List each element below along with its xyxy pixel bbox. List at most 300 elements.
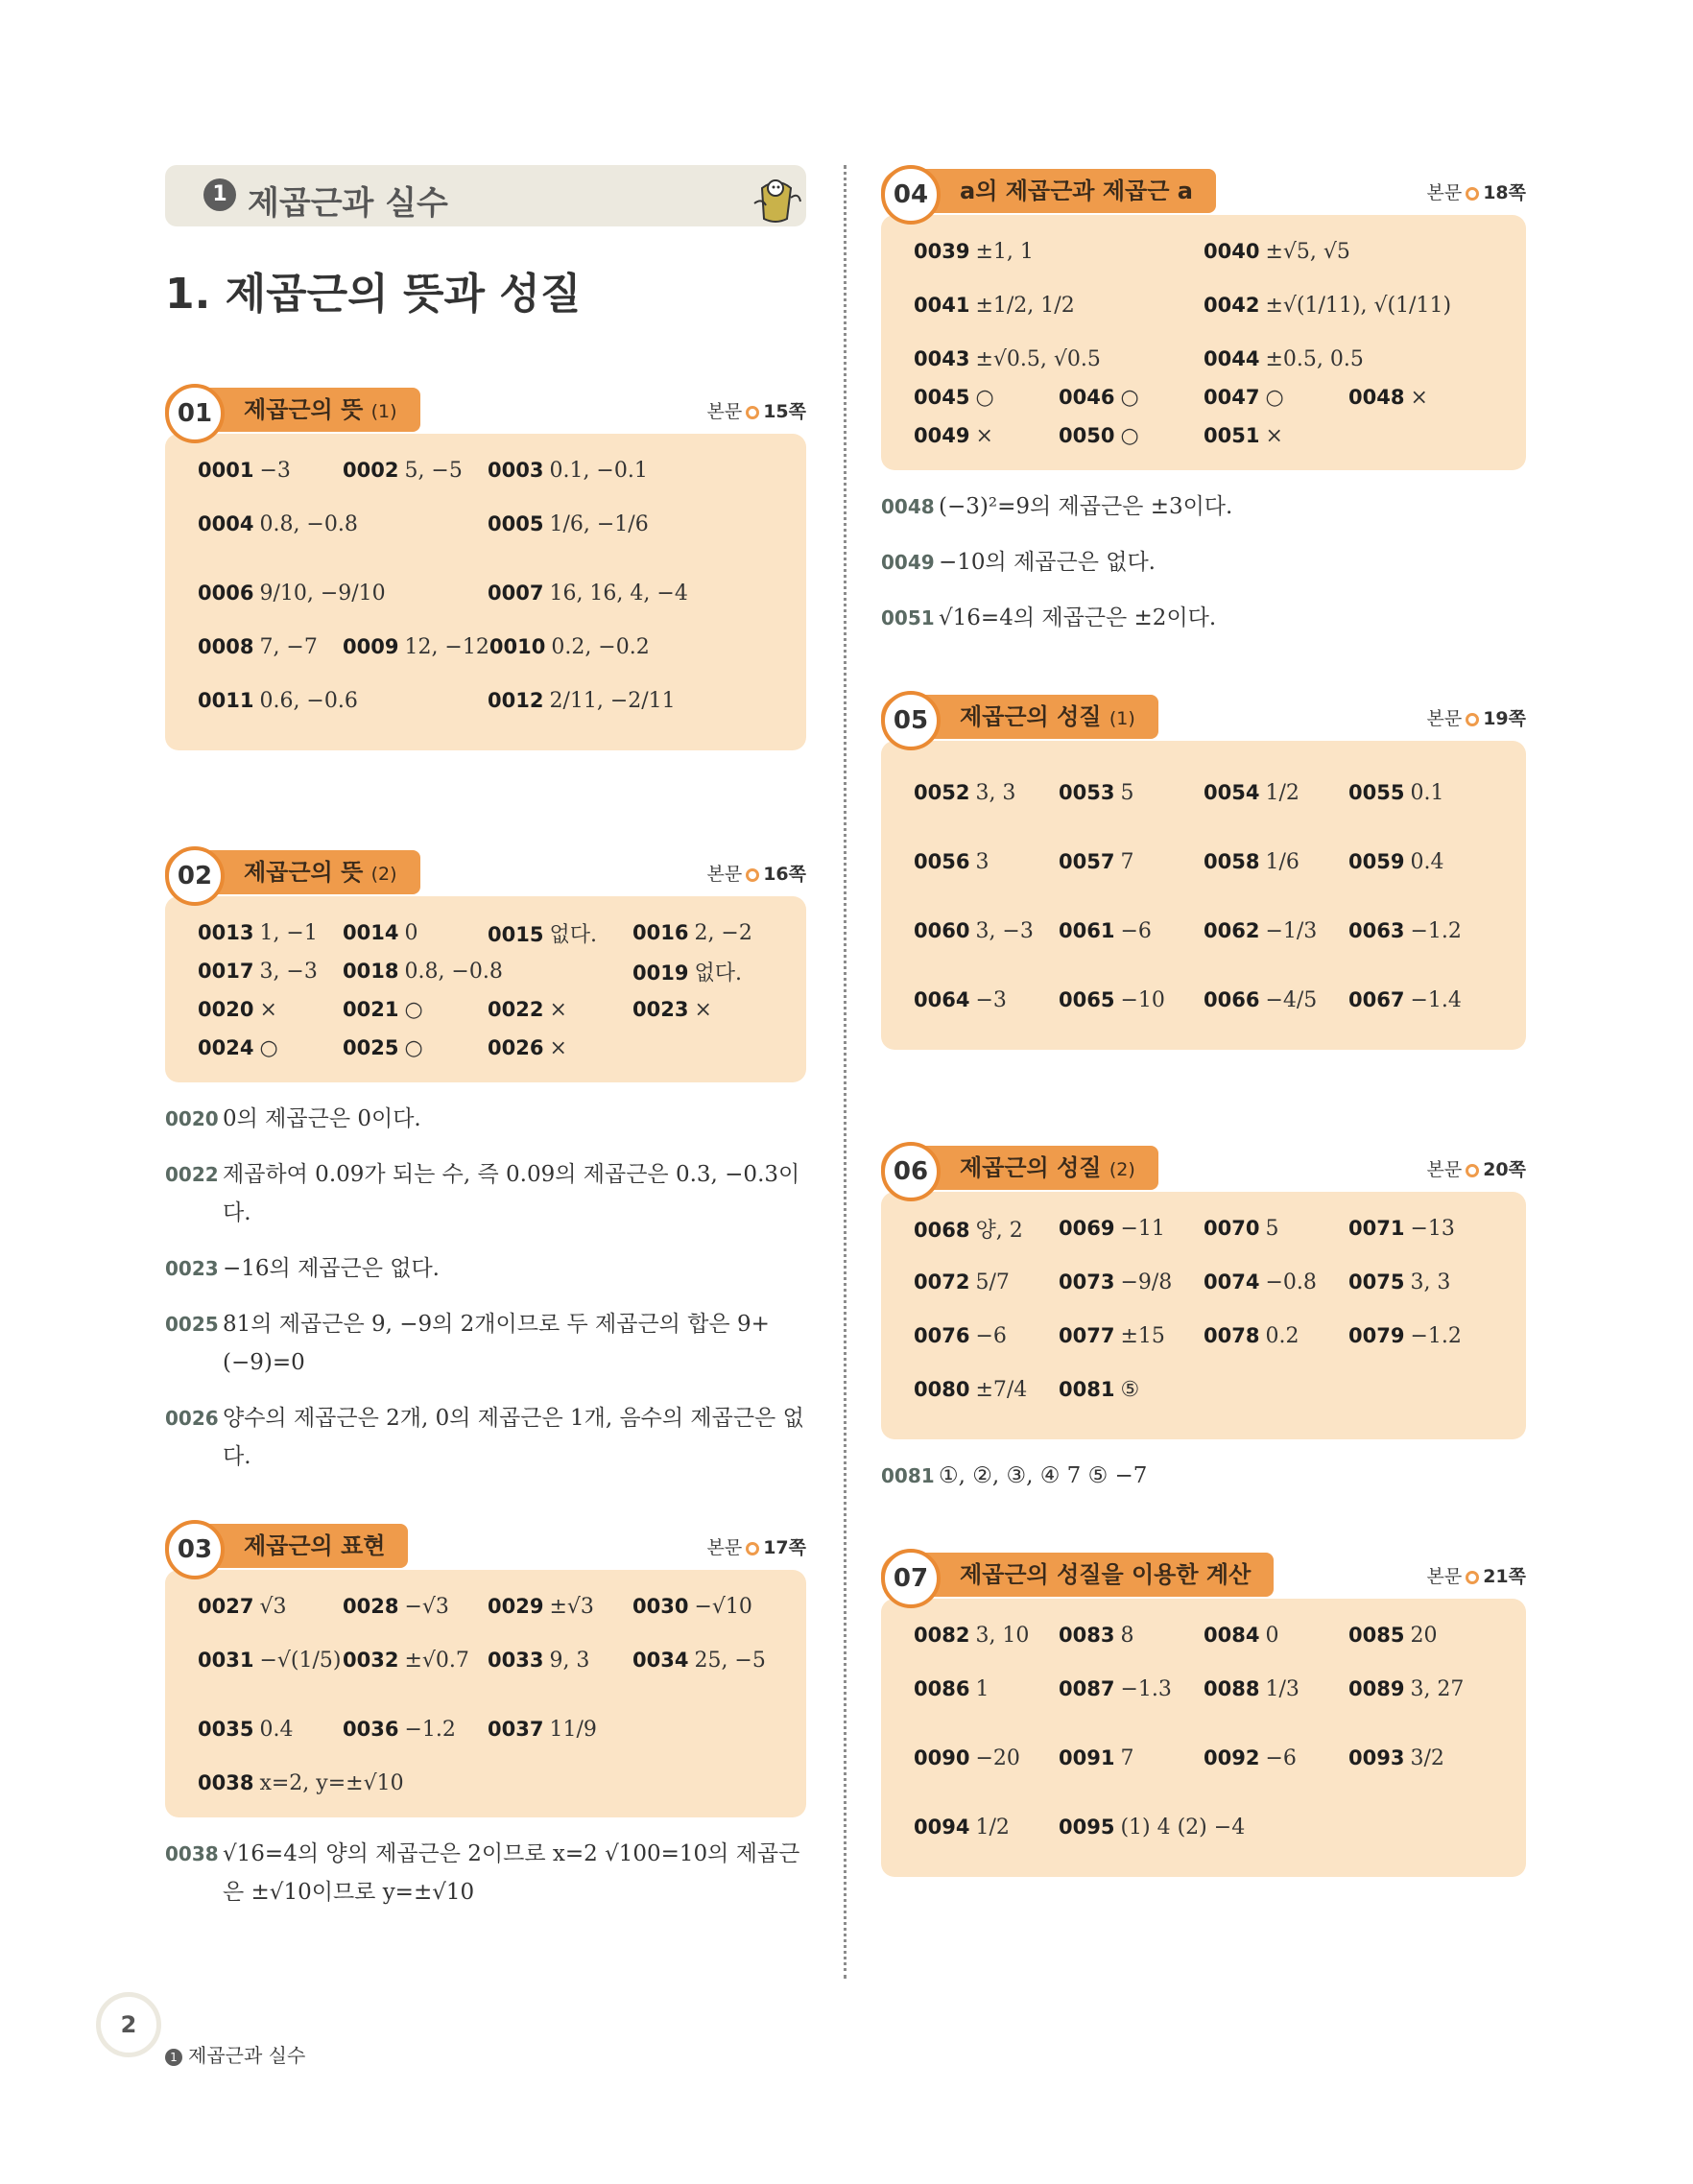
question-number: 0060 bbox=[914, 918, 970, 942]
answer-value: −4/5 bbox=[1265, 987, 1318, 1012]
question-number: 0086 bbox=[914, 1676, 970, 1700]
answer-item bbox=[488, 459, 777, 483]
answer-item bbox=[343, 1036, 488, 1060]
answer-value: 2, −2 bbox=[694, 920, 752, 945]
answer-item bbox=[914, 347, 1204, 371]
note-text: ①, ②, ③, ④ 7 ⑤ −7 bbox=[939, 1463, 1148, 1488]
question-number: 0042 bbox=[1204, 293, 1260, 317]
question-number: 0083 bbox=[1059, 1623, 1115, 1647]
answer-value: ⑤ bbox=[1120, 1377, 1140, 1402]
answer-item bbox=[1059, 1816, 1245, 1840]
question-number: 0035 bbox=[198, 1717, 254, 1741]
note-row bbox=[881, 543, 1526, 582]
answer-item bbox=[914, 240, 1204, 264]
card-body bbox=[881, 1599, 1526, 1877]
answer-value: ±7/4 bbox=[975, 1377, 1028, 1402]
question-number: 0013 bbox=[198, 920, 254, 944]
note-row bbox=[165, 1305, 806, 1382]
answer-item bbox=[1204, 240, 1493, 264]
card-badge: 01 bbox=[165, 384, 225, 443]
answer-value: 5 bbox=[1265, 1216, 1279, 1241]
answer-value: 5, −5 bbox=[404, 458, 463, 483]
answer-item bbox=[198, 1036, 343, 1060]
answer-row bbox=[198, 451, 789, 489]
question-number: 0095 bbox=[1059, 1815, 1115, 1839]
answer-row bbox=[914, 1247, 1509, 1317]
answer-row bbox=[914, 1723, 1509, 1792]
answer-value: × bbox=[1265, 423, 1283, 448]
answer-value: 0.1, −0.1 bbox=[549, 458, 648, 483]
answer-item bbox=[914, 1746, 1059, 1770]
question-number: 0024 bbox=[198, 1035, 254, 1059]
answer-value: 3, −3 bbox=[975, 918, 1034, 943]
question-number: 0028 bbox=[343, 1594, 399, 1618]
section-title: 1. 제곱근의 뜻과 성질 bbox=[165, 270, 582, 319]
card-header bbox=[881, 165, 1526, 223]
card-body bbox=[881, 741, 1526, 1050]
question-number: 0034 bbox=[632, 1648, 689, 1672]
answer-item bbox=[914, 988, 1059, 1012]
answer-item bbox=[1059, 1324, 1204, 1348]
reference-page: 20쪽 bbox=[1483, 1159, 1526, 1180]
question-number: 0040 bbox=[1204, 239, 1260, 263]
answer-row bbox=[198, 1587, 789, 1626]
answer-item bbox=[1204, 294, 1493, 318]
answer-item bbox=[1204, 1624, 1348, 1648]
question-number: 0017 bbox=[198, 959, 254, 983]
reference-dot-icon bbox=[1466, 713, 1479, 726]
answer-value: ±√(1/11), √(1/11) bbox=[1265, 293, 1452, 318]
answer-value: 1/6, −1/6 bbox=[549, 511, 649, 536]
answer-value: 7 bbox=[1120, 849, 1134, 874]
answer-row bbox=[914, 340, 1509, 378]
answer-value: 3, 10 bbox=[975, 1623, 1030, 1648]
answer-row bbox=[914, 378, 1509, 416]
question-number: 0008 bbox=[198, 634, 254, 658]
card-04 bbox=[881, 165, 1526, 470]
card-badge: 06 bbox=[881, 1142, 941, 1201]
answer-item bbox=[343, 459, 488, 483]
question-number: 0075 bbox=[1348, 1270, 1405, 1294]
answer-value: 0.1 bbox=[1410, 780, 1444, 805]
reference-label: 본문 bbox=[706, 864, 743, 885]
answer-value: 5 bbox=[1120, 780, 1134, 805]
question-number: 0079 bbox=[1348, 1323, 1405, 1347]
answer-item bbox=[1059, 1270, 1204, 1294]
answer-value: ±1, 1 bbox=[975, 239, 1034, 264]
answer-row bbox=[198, 558, 789, 628]
answer-item bbox=[1059, 850, 1204, 874]
question-number: 0031 bbox=[198, 1648, 254, 1672]
question-number: 0056 bbox=[914, 849, 970, 873]
card-title bbox=[244, 859, 397, 886]
card-badge: 02 bbox=[165, 846, 225, 906]
question-number: 0092 bbox=[1204, 1745, 1260, 1769]
answer-value: 0.8, −0.8 bbox=[404, 959, 503, 984]
answer-value: × bbox=[259, 997, 277, 1022]
answer-value: −11 bbox=[1120, 1216, 1165, 1241]
question-number: 0021 bbox=[343, 997, 399, 1021]
answer-row bbox=[198, 489, 789, 558]
answer-value: −√10 bbox=[694, 1594, 752, 1619]
answer-value: 3, 3 bbox=[975, 780, 1016, 805]
card-title-text: 제곱근의 뜻 bbox=[244, 859, 364, 886]
answer-item bbox=[1348, 386, 1493, 410]
question-number: 0089 bbox=[1348, 1676, 1405, 1700]
answer-value: 양, 2 bbox=[975, 1218, 1023, 1243]
page-reference bbox=[706, 860, 806, 886]
note-row bbox=[165, 1835, 806, 1911]
answer-value: −3 bbox=[259, 458, 291, 483]
answer-item bbox=[1204, 1746, 1348, 1770]
answer-item bbox=[488, 512, 777, 536]
answer-item bbox=[1059, 919, 1204, 943]
question-number: 0050 bbox=[1059, 423, 1115, 447]
note-text: 양수의 제곱근은 2개, 0의 제곱근은 1개, 음수의 제곱근은 없다. bbox=[223, 1406, 804, 1469]
answer-value: ○ bbox=[1120, 385, 1139, 410]
answer-value: (1) 4 (2) −4 bbox=[1120, 1815, 1246, 1840]
answer-item bbox=[1348, 1217, 1493, 1241]
answer-item bbox=[198, 1718, 343, 1742]
answer-item bbox=[1204, 988, 1348, 1012]
answer-value: × bbox=[549, 997, 567, 1022]
note-row bbox=[881, 1457, 1526, 1495]
answer-item bbox=[1204, 1270, 1348, 1294]
answer-value: −20 bbox=[975, 1745, 1020, 1770]
answer-value: −9/8 bbox=[1120, 1270, 1173, 1294]
answer-value: −10 bbox=[1120, 987, 1165, 1012]
answer-value: ±√0.7 bbox=[404, 1648, 469, 1673]
question-number: 0052 bbox=[914, 780, 970, 804]
answer-item bbox=[1348, 1746, 1493, 1770]
note-text: 81의 제곱근은 9, −9의 2개이므로 두 제곱근의 합은 9+(−9)=0 bbox=[223, 1312, 770, 1375]
answer-item bbox=[914, 386, 1059, 410]
card-title-text: 제곱근의 성질 bbox=[960, 1154, 1102, 1181]
note-text: √16=4의 양의 제곱근은 2이므로 x=2 √100=10의 제곱근은 ±√10이므로 y=±√10 bbox=[223, 1841, 800, 1905]
answer-value: 없다. bbox=[694, 961, 742, 985]
card-body bbox=[165, 1570, 806, 1817]
answer-item bbox=[198, 512, 488, 536]
answer-row bbox=[198, 666, 789, 735]
note-text: −16의 제곱근은 없다. bbox=[223, 1256, 440, 1281]
answer-item bbox=[914, 1270, 1059, 1294]
answer-value: × bbox=[694, 997, 712, 1022]
page-reference bbox=[706, 1533, 806, 1559]
answer-item bbox=[1204, 386, 1348, 410]
answer-item bbox=[914, 294, 1204, 318]
answer-value: −1.2 bbox=[1410, 918, 1462, 943]
question-number: 0039 bbox=[914, 239, 970, 263]
question-number: 0012 bbox=[488, 688, 544, 712]
answer-row bbox=[914, 271, 1509, 340]
card-01 bbox=[165, 384, 806, 750]
question-number: 0084 bbox=[1204, 1623, 1260, 1647]
answer-row bbox=[914, 232, 1509, 271]
note-number: 0026 bbox=[165, 1407, 219, 1430]
question-number: 0071 bbox=[1348, 1216, 1405, 1240]
answer-row bbox=[198, 1029, 789, 1067]
answer-item bbox=[1348, 1677, 1493, 1701]
reference-page: 17쪽 bbox=[763, 1537, 806, 1558]
question-number: 0081 bbox=[1059, 1377, 1115, 1401]
note-number: 0025 bbox=[165, 1313, 219, 1336]
answer-row bbox=[914, 1654, 1509, 1723]
answer-value: −6 bbox=[1120, 918, 1152, 943]
answer-row bbox=[914, 1317, 1509, 1355]
answer-value: 7 bbox=[1120, 1745, 1134, 1770]
answer-value: 0.8, −0.8 bbox=[259, 511, 358, 536]
answer-value: 1, −1 bbox=[259, 920, 318, 945]
answer-value: −1.4 bbox=[1410, 987, 1462, 1012]
answer-value: −3 bbox=[975, 987, 1007, 1012]
question-number: 0030 bbox=[632, 1594, 689, 1618]
answer-value: ○ bbox=[975, 385, 994, 410]
notes-02 bbox=[165, 1100, 806, 1476]
answer-item bbox=[1059, 988, 1204, 1012]
question-number: 0085 bbox=[1348, 1623, 1405, 1647]
question-number: 0068 bbox=[914, 1218, 970, 1242]
note-number: 0020 bbox=[165, 1107, 219, 1130]
answer-item bbox=[632, 998, 777, 1022]
question-number: 0019 bbox=[632, 961, 689, 985]
chapter-title: 제곱근과 실수 bbox=[248, 184, 448, 223]
answer-item bbox=[1059, 1677, 1204, 1701]
note-number: 0048 bbox=[881, 495, 935, 518]
answer-value: ○ bbox=[404, 997, 423, 1022]
answer-value: ±0.5, 0.5 bbox=[1265, 346, 1364, 371]
card-title-sub: (2) bbox=[370, 864, 397, 885]
question-number: 0080 bbox=[914, 1377, 970, 1401]
answer-value: 9, 3 bbox=[549, 1648, 590, 1673]
answer-item bbox=[914, 1324, 1059, 1348]
question-number: 0054 bbox=[1204, 780, 1260, 804]
answer-value: −√3 bbox=[404, 1594, 449, 1619]
answer-item bbox=[198, 921, 343, 945]
answer-row bbox=[198, 628, 789, 666]
question-number: 0051 bbox=[1204, 423, 1260, 447]
answer-row bbox=[198, 990, 789, 1029]
card-title-text: 제곱근의 성질을 이용한 계산 bbox=[960, 1561, 1252, 1588]
answer-item bbox=[488, 1718, 777, 1742]
card-title-text: 제곱근의 표현 bbox=[244, 1532, 386, 1559]
answer-item bbox=[198, 998, 343, 1022]
note-row bbox=[881, 599, 1526, 637]
question-number: 0007 bbox=[488, 581, 544, 605]
answer-item bbox=[488, 1036, 632, 1060]
answer-row bbox=[914, 1209, 1509, 1247]
answer-item bbox=[198, 635, 343, 659]
question-number: 0055 bbox=[1348, 780, 1405, 804]
answer-item bbox=[632, 1649, 777, 1673]
answer-value: 3, −3 bbox=[259, 959, 318, 984]
answer-value: 1/2 bbox=[1265, 780, 1300, 805]
question-number: 0009 bbox=[343, 634, 399, 658]
answer-item bbox=[1348, 988, 1493, 1012]
question-number: 0087 bbox=[1059, 1676, 1115, 1700]
answer-value: 0 bbox=[404, 920, 418, 945]
question-number: 0063 bbox=[1348, 918, 1405, 942]
answer-value: × bbox=[549, 1035, 567, 1060]
answer-value: −6 bbox=[1265, 1745, 1297, 1770]
answer-value: −1.2 bbox=[1410, 1323, 1462, 1348]
card-body bbox=[881, 215, 1526, 470]
question-number: 0036 bbox=[343, 1717, 399, 1741]
question-number: 0037 bbox=[488, 1717, 544, 1741]
answer-value: x=2, y=±√10 bbox=[259, 1770, 404, 1795]
note-text: −10의 제곱근은 없다. bbox=[939, 550, 1156, 575]
note-text: 0의 제곱근은 0이다. bbox=[223, 1106, 421, 1131]
answer-value: ±√3 bbox=[549, 1594, 594, 1619]
question-number: 0014 bbox=[343, 920, 399, 944]
answer-value: ±15 bbox=[1120, 1323, 1165, 1348]
question-number: 0001 bbox=[198, 458, 254, 482]
answer-value: 0.2, −0.2 bbox=[551, 634, 650, 659]
reference-page: 15쪽 bbox=[763, 401, 806, 422]
answer-item bbox=[343, 1649, 488, 1673]
answer-value: 1/6 bbox=[1265, 849, 1300, 874]
card-header bbox=[165, 846, 806, 904]
question-number: 0045 bbox=[914, 385, 970, 409]
answer-value: 2/11, −2/11 bbox=[549, 688, 676, 713]
answer-value: 3, 27 bbox=[1410, 1676, 1465, 1701]
answer-value: 3/2 bbox=[1410, 1745, 1444, 1770]
answer-item bbox=[914, 919, 1059, 943]
question-number: 0049 bbox=[914, 423, 970, 447]
page-reference bbox=[1426, 1562, 1526, 1588]
reference-label: 본문 bbox=[706, 401, 743, 422]
answer-value: 12, −12 bbox=[404, 634, 489, 659]
card-05 bbox=[881, 691, 1526, 1050]
card-03 bbox=[165, 1520, 806, 1817]
question-number: 0006 bbox=[198, 581, 254, 605]
card-title-sub: (1) bbox=[1109, 708, 1135, 729]
question-number: 0018 bbox=[343, 959, 399, 983]
answer-row bbox=[198, 1626, 789, 1695]
answer-item bbox=[914, 1677, 1059, 1701]
answer-value: 0.6, −0.6 bbox=[259, 688, 358, 713]
card-title bbox=[960, 1154, 1135, 1181]
page-reference bbox=[1426, 178, 1526, 204]
note-row bbox=[165, 1155, 806, 1232]
question-number: 0016 bbox=[632, 920, 689, 944]
answer-value: −13 bbox=[1410, 1216, 1455, 1241]
answer-item bbox=[343, 960, 632, 984]
question-number: 0066 bbox=[1204, 987, 1260, 1011]
question-number: 0027 bbox=[198, 1594, 254, 1618]
answer-item bbox=[1348, 1324, 1493, 1348]
question-number: 0064 bbox=[914, 987, 970, 1011]
answer-item bbox=[1204, 1677, 1348, 1701]
question-number: 0078 bbox=[1204, 1323, 1260, 1347]
footer-chapter-title: 제곱근과 실수 bbox=[188, 2044, 306, 2067]
answer-item bbox=[488, 689, 777, 713]
note-number: 0038 bbox=[165, 1842, 219, 1865]
card-title bbox=[960, 178, 1193, 204]
answer-item bbox=[1348, 1624, 1493, 1648]
note-text: (−3)²=9의 제곱근은 ±3이다. bbox=[939, 494, 1233, 519]
answer-value: 0.2 bbox=[1265, 1323, 1300, 1348]
card-body bbox=[165, 434, 806, 750]
note-row bbox=[165, 1399, 806, 1476]
answer-value: 5/7 bbox=[975, 1270, 1010, 1294]
answer-item bbox=[343, 921, 488, 945]
question-number: 0053 bbox=[1059, 780, 1115, 804]
question-number: 0047 bbox=[1204, 385, 1260, 409]
note-number: 0022 bbox=[165, 1163, 219, 1186]
card-06 bbox=[881, 1142, 1526, 1439]
answer-item bbox=[914, 424, 1059, 448]
answer-item bbox=[198, 1771, 777, 1795]
answer-item bbox=[1059, 781, 1204, 805]
question-number: 0002 bbox=[343, 458, 399, 482]
reference-label: 본문 bbox=[1426, 1159, 1463, 1180]
answer-value: 0 bbox=[1265, 1623, 1279, 1648]
answer-item bbox=[1059, 1217, 1204, 1241]
answer-value: ○ bbox=[1120, 423, 1139, 448]
reference-label: 본문 bbox=[1426, 708, 1463, 729]
question-number: 0072 bbox=[914, 1270, 970, 1294]
answer-item bbox=[1348, 850, 1493, 874]
question-number: 0046 bbox=[1059, 385, 1115, 409]
answer-item bbox=[488, 1595, 632, 1619]
answer-value: ±√0.5, √0.5 bbox=[975, 346, 1101, 371]
page-reference bbox=[1426, 1155, 1526, 1181]
question-number: 0038 bbox=[198, 1770, 254, 1794]
card-07 bbox=[881, 1549, 1526, 1877]
answer-row bbox=[914, 758, 1509, 827]
answer-row bbox=[198, 1695, 789, 1764]
answer-item bbox=[1059, 424, 1204, 448]
answer-row bbox=[198, 914, 789, 952]
answer-value: 0.4 bbox=[259, 1717, 294, 1742]
question-number: 0070 bbox=[1204, 1216, 1260, 1240]
card-badge: 03 bbox=[165, 1520, 225, 1579]
answer-item bbox=[343, 1595, 488, 1619]
answer-value: 20 bbox=[1410, 1623, 1438, 1648]
notes-04 bbox=[881, 487, 1526, 637]
note-row bbox=[881, 487, 1526, 526]
question-number: 0090 bbox=[914, 1745, 970, 1769]
answer-row bbox=[914, 416, 1509, 455]
question-number: 0022 bbox=[488, 997, 544, 1021]
card-title-text: a의 제곱근과 제곱근 a bbox=[960, 178, 1193, 204]
reference-dot-icon bbox=[1466, 1571, 1479, 1584]
question-number: 0015 bbox=[488, 922, 544, 946]
question-number: 0043 bbox=[914, 346, 970, 370]
question-number: 0061 bbox=[1059, 918, 1115, 942]
answer-item bbox=[632, 1595, 777, 1619]
answer-item bbox=[198, 1595, 343, 1619]
column-divider bbox=[844, 165, 846, 1979]
right-column bbox=[881, 165, 1526, 1877]
answer-row bbox=[198, 1764, 789, 1802]
page-reference bbox=[706, 397, 806, 423]
question-number: 0073 bbox=[1059, 1270, 1115, 1294]
question-number: 0048 bbox=[1348, 385, 1405, 409]
answer-item bbox=[1059, 1378, 1204, 1402]
question-number: 0005 bbox=[488, 511, 544, 535]
question-number: 0059 bbox=[1348, 849, 1405, 873]
answer-item bbox=[198, 1649, 343, 1673]
question-number: 0023 bbox=[632, 997, 689, 1021]
answer-value: √3 bbox=[259, 1594, 287, 1619]
answer-item bbox=[1204, 919, 1348, 943]
answer-item bbox=[914, 1624, 1059, 1648]
answer-row bbox=[914, 965, 1509, 1034]
answer-row bbox=[914, 1355, 1509, 1424]
mascot-icon bbox=[749, 169, 804, 226]
card-header bbox=[881, 1142, 1526, 1199]
